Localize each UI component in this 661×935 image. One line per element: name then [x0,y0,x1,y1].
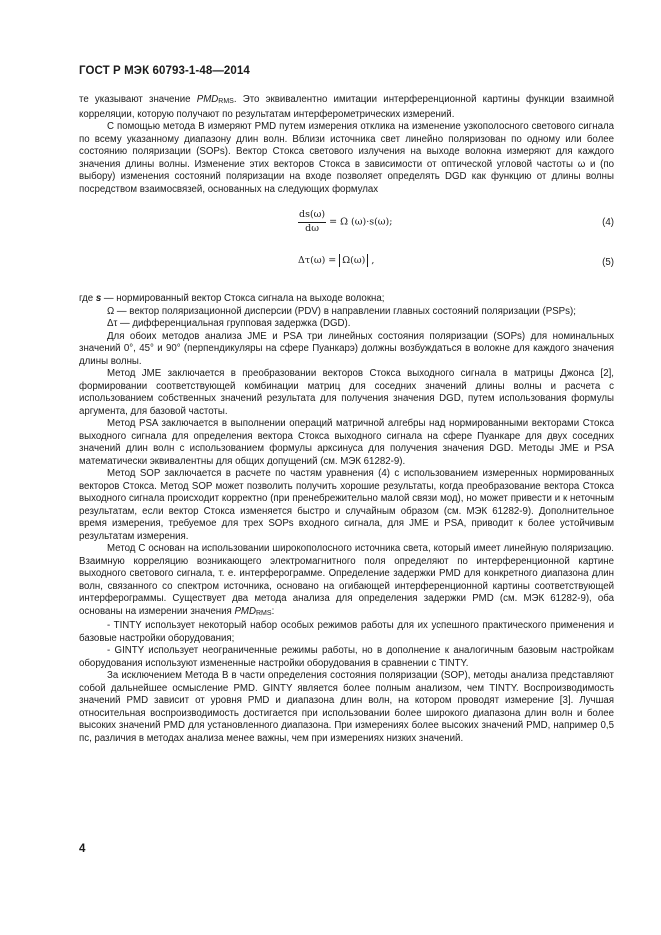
formula-4 [79,209,614,239]
formula-4-rhs: = Ω (ω)·s(ω); [329,216,393,228]
formula-5-tail: , [368,255,375,266]
document-body [79,94,614,745]
formula-5-abs: Ω(ω) [339,254,368,267]
paragraph-method-c-text: Метод С основан на использовании широкополосного источника света, который имеет линейную поляризацию. Взаимную корреляцию возникающего электромагнитного поля определяют по интерференционной картине выходного светового сигнала, т. е. интерферограмме. Определение задержки PMD для конкретного диапазона длин волн, связанного со спектром источника, основано на огибающей интерференционной картины соответствующей интерферограммы. Существует два метода анализа для определения задержки PMD (см. МЭК 61282-9), оба основаны на измерении значения [79,543,614,617]
definition-dtau: Δτ — дифференциальная групповая задержка (DGD). [107,318,351,329]
formula-4-fraction [298,209,326,235]
paragraph-summary: За исключением Метода В в части определения состояния поляризации (SOP), методы анализа представляют собой дальнейшее осмысление PMD. GINTY является более полным анализом, чем TINTY. Воспроизводимость значений PMD зависит от уровня PMD и диапазона длин волн, на котором проводят измерение [3]. Лучшая относительная воспроизводимость достигается при использовании более широкого диапазона длин волн и более высоких значений PMD для установленного диапазона. При измерениях более высоких значений PMD, например 0,5 пс, различия в методах анализа менее важны, чем при измерениях низких значений. [79,670,614,744]
list-item-tinty: - TINTY использует некоторый набор особых режимов работы для их успешного практического применения и базовые настройки оборудования; [79,620,614,644]
rms-subscript: RMS [256,609,272,617]
paragraph-method-c [79,543,614,620]
paragraph-1-text-a: те указывают значение [79,94,197,105]
paragraph-sop: Метод SOP заключается в расчете по частям уравнения (4) с использованием измеренных нормированных векторов Стокса. Метод SOP может позволить получить хорошие результаты, когда преобразование вектора Стокса выходного сигнала происходит корректно (при пренебрежительно малой связи мод), но может привести и к неточным результатам, если вектор Стокса изменяется быстро и случайным образом (см. МЭК 61282-9). Дополнительное время измерения, требуемое для трех SOPs входного сигнала, для JME и PSA, приводит к более устойчивым результатам измерения. [79,468,614,542]
list-item-ginty: - GINTY использует неограниченные режимы работы, но в дополнение к аналогичным базовым настройкам оборудования используют измененные настройки оборудования в сравнении с TINTY. [79,645,614,669]
paragraph-jme: Метод JME заключается в преобразовании векторов Стокса выходного сигнала в матрицы Джонса [2], формировании соответствующей комбинации матриц для соседних значений длины волны и расчета с использованием собственных значений результата для получения значения DGD, путем использования формулы аргумента, для базовой частоты. [79,368,614,417]
rms-subscript: RMS [218,98,234,105]
paragraph-psa: Метод PSA заключается в выполнении операций матричной алгебры над нормированными векторами Стокса выходного сигнала для определения вектора Стокса выходного сигнала на сфере Пуанкаре для двух соседних значений длин волн с использованием формулы арксинуса для получения значения DGD. Методы JME и PSA математически эквивалентны для общих допущений (см. МЭК 61282-9). [79,418,614,467]
paragraph-jme-psa: Для обоих методов анализа JME и PSA три линейных состояния поляризации (SOPs) для номинальных значений 0°, 45° и 90° (перпендикуляры на сфере Пуанкарэ) должны возбуждаться в волокне для каждого значения длины волны. [79,330,614,367]
page-number: 4 [79,843,86,855]
pmd-symbol: PMD [196,94,219,105]
paragraph-1-text-b: . Это эквивалентно имитации интерференционной картины функции взаимной корреляции, которую получают по результатам интерферометрических измерений. [79,94,614,120]
formula-5-number: (5) [602,257,614,268]
document-header: ГОСТ Р МЭК 60793-1-48—2014 [79,65,250,77]
formula-5 [79,249,614,279]
definition-s-symbol: s [95,293,102,304]
pmd-symbol: PMD [234,605,256,617]
formula-4-denominator: dω [305,222,319,234]
paragraph-method-b: С помощью метода В измеряют PMD путем измерения отклика на изменение узкополосного светового сигнала по всему указанному диапазону длин волн. Вблизи источника свет линейно поляризован по одному или более состоянию поляризации (SOPs). Вектор Стокса светового излучения на выходе волокна измеряют для каждого значения длины волны. Изменение этих векторов Стокса в зависимости от оптической угловой частоты ω и (по выбору) изменения состояний поляризации на входе позволяет определять DGD как функцию от длины волны посредством взаимосвязей, основанных на следующих формулах [79,121,614,195]
formula-4-number: (4) [602,217,614,228]
paragraph-method-c-colon: : [271,605,275,617]
definition-s-text: — нормированный вектор Стокса сигнала на выходе волокна; [101,293,385,304]
formula-4-numerator: ds(ω) [298,209,326,223]
definition-omega: Ω — вектор поляризационной дисперсии (PDV) в направлении главных состояний поляризации (PSPs); [107,305,576,317]
definition-s: где s — нормированный вектор Стокса сигнала на выходе волокна; [79,293,385,304]
paragraph-1 [79,94,614,121]
formula-5-lhs: Δτ(ω) = [298,255,340,266]
